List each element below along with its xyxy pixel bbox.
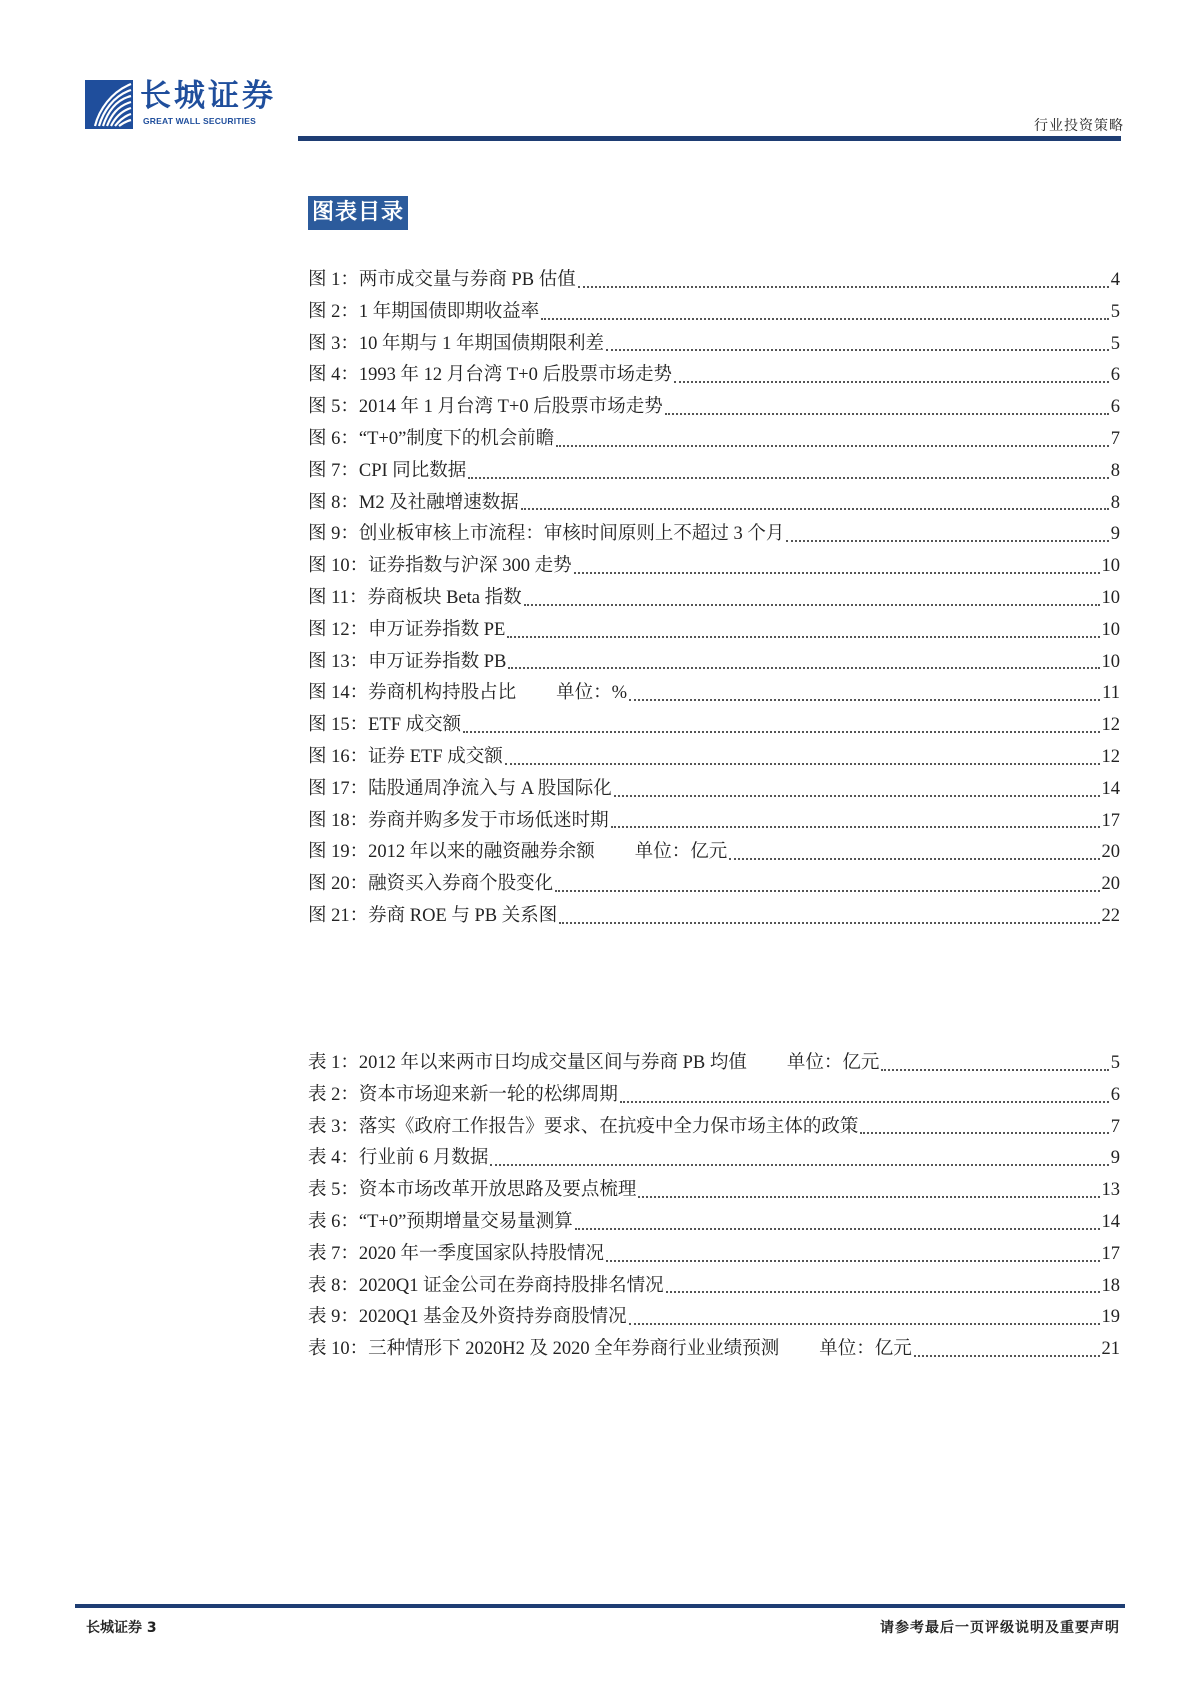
table-toc-entry[interactable] — [308, 1112, 1120, 1144]
dot-leader — [541, 317, 1108, 320]
figure-toc-entry[interactable] — [308, 774, 1120, 806]
dot-leader — [614, 794, 1100, 797]
logo-name-en: GREAT WALL SECURITIES — [143, 116, 256, 126]
toc-entry-page-number: 11 — [1102, 683, 1120, 704]
toc-entry-title: 表 2：资本市场迎来新一轮的松绑周期 — [308, 1084, 618, 1105]
figure-toc-entry[interactable] — [308, 583, 1120, 615]
dot-leader — [574, 571, 1100, 574]
dot-leader — [505, 762, 1100, 765]
table-toc-entry[interactable] — [308, 1048, 1120, 1080]
great-wall-logo-icon — [85, 80, 133, 129]
report-type-label: 行业投资策略 — [1034, 118, 1124, 134]
dot-leader — [524, 603, 1100, 606]
toc-entry-page-number: 20 — [1101, 874, 1120, 895]
toc-entry-page-number: 7 — [1110, 1116, 1120, 1137]
toc-entry-unit: 单位：亿元 — [634, 842, 728, 863]
toc-entry-page-number: 9 — [1110, 1148, 1120, 1169]
table-toc-entry[interactable] — [308, 1080, 1120, 1112]
toc-entry-page-number: 21 — [1101, 1339, 1120, 1360]
toc-entry-title: 图 14：券商机构持股占比 — [308, 683, 517, 704]
figure-toc-entry[interactable] — [308, 265, 1120, 297]
toc-entry-title: 表 5：资本市场改革开放思路及要点梳理 — [308, 1180, 637, 1201]
toc-entry-title: 图 9：创业板审核上市流程：审核时间原则上不超过 3 个月 — [308, 524, 785, 545]
toc-entry-page-number: 20 — [1101, 842, 1120, 863]
toc-entry-page-number: 9 — [1110, 524, 1120, 545]
toc-entry-page-number: 14 — [1101, 778, 1120, 799]
toc-entry-page-number: 6 — [1110, 1084, 1120, 1105]
dot-leader — [629, 1322, 1100, 1325]
toc-entry-page-number: 4 — [1110, 270, 1120, 290]
toc-entry-page-number: 17 — [1101, 1243, 1120, 1264]
dot-leader — [508, 666, 1099, 669]
toc-entry-unit: 单位：亿元 — [819, 1339, 912, 1360]
toc-entry-title: 图 15：ETF 成交额 — [308, 715, 462, 736]
figure-toc-entry[interactable] — [308, 360, 1120, 392]
dot-leader — [665, 412, 1109, 415]
toc-entry-title: 表 6：“T+0”预期增量交易量测算 — [308, 1211, 573, 1232]
toc-entry-unit: 单位：% — [556, 683, 628, 704]
figure-toc-entry[interactable] — [308, 806, 1120, 838]
table-toc-entry[interactable] — [308, 1143, 1120, 1175]
toc-entry-page-number: 14 — [1101, 1211, 1120, 1232]
dot-leader — [914, 1354, 1100, 1357]
toc-entry-title: 表 3：落实《政府工作报告》要求、在抗疫中全力保市场主体的政策 — [308, 1116, 859, 1137]
toc-entry-page-number: 13 — [1101, 1180, 1120, 1201]
dot-leader — [468, 476, 1108, 479]
figure-toc-entry[interactable] — [308, 551, 1120, 583]
toc-entry-title: 图 4：1993 年 12 月台湾 T+0 后股票市场走势 — [308, 365, 672, 386]
dot-leader — [674, 380, 1109, 383]
table-toc-entry[interactable] — [308, 1207, 1120, 1239]
dot-leader — [463, 730, 1099, 733]
figure-toc-entry[interactable] — [308, 519, 1120, 551]
table-toc-entry[interactable] — [308, 1175, 1120, 1207]
figure-toc-entry[interactable] — [308, 615, 1120, 647]
toc-entry-page-number: 12 — [1101, 715, 1120, 736]
toc-entry-title: 图 18：券商并购多发于市场低迷时期 — [308, 810, 609, 831]
dot-leader — [521, 507, 1109, 510]
figure-toc-entry[interactable] — [308, 424, 1120, 456]
toc-entry-title: 图 7：CPI 同比数据 — [308, 460, 467, 481]
toc-entry-title: 图 10：证券指数与沪深 300 走势 — [308, 556, 572, 577]
dot-leader — [629, 698, 1100, 701]
dot-leader — [556, 444, 1108, 447]
dot-leader — [606, 1259, 1099, 1262]
toc-entry-page-number: 22 — [1101, 905, 1120, 926]
toc-entry-title: 表 9：2020Q1 基金及外资持券商股情况 — [308, 1307, 627, 1328]
toc-entry-page-number: 5 — [1110, 301, 1120, 322]
toc-entry-title: 图 6：“T+0”制度下的机会前瞻 — [308, 428, 555, 449]
toc-entry-title: 图 13：申万证券指数 PB — [308, 651, 507, 672]
toc-entry-title: 图 20：融资买入券商个股变化 — [308, 874, 554, 895]
table-list — [308, 1048, 1120, 1366]
dot-leader — [638, 1195, 1099, 1198]
dot-leader — [578, 285, 1109, 288]
toc-entry-page-number: 10 — [1101, 619, 1120, 640]
toc-entry-title: 图 11：券商板块 Beta 指数 — [308, 587, 522, 608]
logo-name-cn: 长城证券 — [140, 78, 276, 114]
toc-entry-page-number: 6 — [1110, 365, 1120, 386]
dot-leader — [620, 1100, 1109, 1103]
toc-entry-title: 表 1：2012 年以来两市日均成交量区间与券商 PB 均值 — [308, 1053, 747, 1073]
dot-leader — [555, 889, 1099, 892]
toc-entry-page-number: 5 — [1110, 333, 1120, 354]
toc-entry-page-number: 6 — [1110, 397, 1120, 418]
toc-entry-title: 图 16：证券 ETF 成交额 — [308, 746, 503, 767]
dot-leader — [860, 1131, 1108, 1134]
footer-page-label: 长城证券 3 — [86, 1620, 157, 1636]
toc-entry-title: 图 5：2014 年 1 月台湾 T+0 后股票市场走势 — [308, 397, 663, 418]
figure-toc-entry[interactable] — [308, 647, 1120, 679]
toc-entry-page-number: 8 — [1110, 492, 1120, 513]
toc-entry-title: 图 3：10 年期与 1 年期国债期限利差 — [308, 333, 605, 354]
figure-toc-entry[interactable] — [308, 710, 1120, 742]
toc-entry-page-number: 17 — [1101, 810, 1120, 831]
table-toc-entry[interactable] — [308, 1271, 1120, 1303]
table-toc-entry[interactable] — [308, 1239, 1120, 1271]
toc-entry-title: 图 17：陆股通周净流入与 A 股国际化 — [308, 778, 612, 799]
toc-entry-page-number: 18 — [1101, 1275, 1120, 1296]
dot-leader — [559, 921, 1099, 924]
figure-toc-entry[interactable] — [308, 869, 1120, 901]
dot-leader — [729, 857, 1099, 860]
toc-entry-page-number: 12 — [1101, 746, 1120, 767]
toc-entry-page-number: 8 — [1110, 460, 1120, 481]
footer-disclaimer: 请参考最后一页评级说明及重要声明 — [880, 1620, 1120, 1636]
dot-leader — [611, 825, 1100, 828]
toc-entry-unit: 单位：亿元 — [786, 1053, 880, 1073]
figure-toc-entry[interactable] — [308, 488, 1120, 520]
toc-entry-title: 图 2：1 年期国债即期收益率 — [308, 301, 540, 322]
toc-entry-title: 图 1：两市成交量与券商 PB 估值 — [308, 270, 576, 290]
figure-toc-entry[interactable] — [308, 456, 1120, 488]
dot-leader — [507, 635, 1099, 638]
toc-entry-title: 表 7：2020 年一季度国家队持股情况 — [308, 1243, 605, 1264]
dot-leader — [786, 539, 1108, 542]
toc-entry-title: 表 4：行业前 6 月数据 — [308, 1148, 489, 1169]
figure-toc-entry[interactable] — [308, 837, 1120, 869]
section-title: 图表目录 — [308, 196, 408, 230]
toc-entry-page-number: 10 — [1101, 651, 1120, 672]
header-divider — [298, 136, 1121, 141]
dot-leader — [575, 1227, 1100, 1230]
dot-leader — [490, 1163, 1108, 1166]
dot-leader — [666, 1290, 1100, 1293]
toc-entry-title: 图 19：2012 年以来的融资融券余额 — [308, 842, 595, 863]
toc-entry-page-number: 10 — [1101, 587, 1120, 608]
dot-leader — [606, 348, 1109, 351]
company-logo — [85, 80, 285, 136]
toc-entry-page-number: 7 — [1110, 428, 1120, 449]
figure-toc-entry[interactable] — [308, 392, 1120, 424]
figure-list — [308, 265, 1120, 933]
toc-entry-title: 图 8：M2 及社融增速数据 — [308, 492, 519, 513]
figure-toc-entry[interactable] — [308, 297, 1120, 329]
toc-entry-page-number: 10 — [1101, 556, 1120, 577]
table-toc-entry[interactable] — [308, 1334, 1120, 1366]
toc-entry-title: 表 8：2020Q1 证金公司在券商持股排名情况 — [308, 1275, 664, 1296]
toc-entry-title: 图 21：券商 ROE 与 PB 关系图 — [308, 905, 558, 926]
figure-toc-entry[interactable] — [308, 901, 1120, 933]
figure-toc-entry[interactable] — [308, 678, 1120, 710]
toc-entry-title: 表 10：三种情形下 2020H2 及 2020 全年券商行业业绩预测 — [308, 1339, 780, 1360]
toc-entry-title: 图 12：申万证券指数 PE — [308, 619, 506, 640]
table-toc-entry[interactable] — [308, 1302, 1120, 1334]
toc-entry-page-number: 19 — [1101, 1307, 1120, 1328]
toc-entry-page-number: 5 — [1110, 1053, 1120, 1073]
figure-toc-entry[interactable] — [308, 329, 1120, 361]
figure-toc-entry[interactable] — [308, 742, 1120, 774]
footer-divider — [75, 1604, 1125, 1608]
dot-leader — [881, 1068, 1108, 1071]
